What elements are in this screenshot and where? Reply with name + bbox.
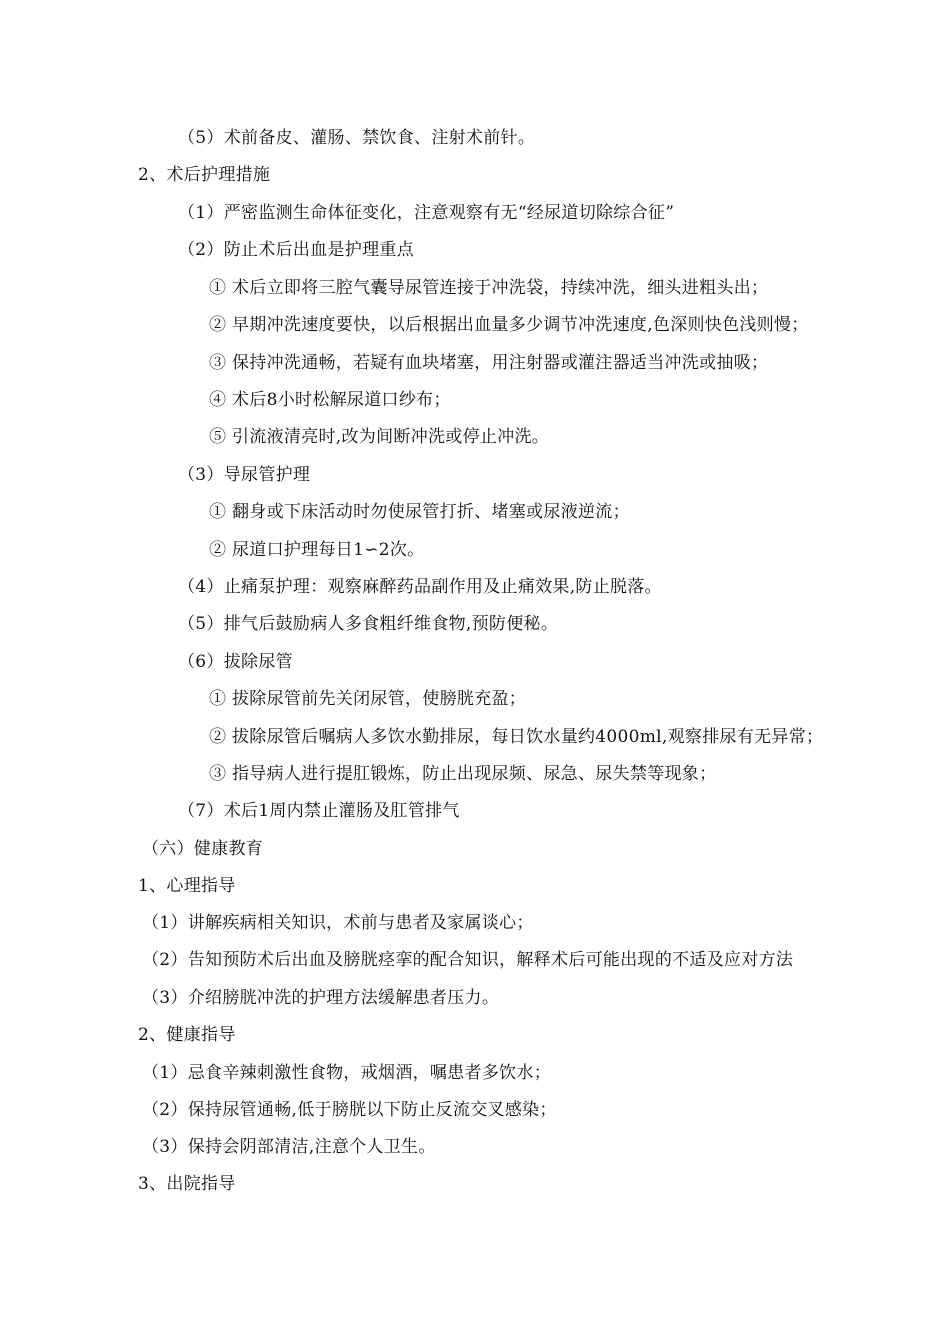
- text-line: （3）介绍膀胱冲洗的护理方法缓解患者压力。: [142, 988, 500, 1008]
- text-line: （2）防止术后出血是护理重点: [178, 240, 415, 260]
- text-line: （3）保持会阴部清洁,注意个人卫生。: [142, 1137, 436, 1157]
- section-heading: 3、出院指导: [138, 1174, 236, 1194]
- list-item: ③ 保持冲洗通畅，若疑有血块堵塞，用注射器或灌注器适当冲洗或抽吸；: [209, 353, 769, 373]
- text-line: （7）术后1周内禁止灌肠及肛管排气: [178, 801, 460, 821]
- text-line: （2）保持尿管通畅,低于膀胱以下防止反流交叉感染；: [142, 1100, 557, 1120]
- text-line: （4）止痛泵护理：观察麻醉药品副作用及止痛效果,防止脱落。: [178, 577, 662, 597]
- list-item: ② 尿道口护理每日1∽2次。: [209, 540, 425, 560]
- text-line: （2）告知预防术后出血及膀胱痉挛的配合知识，解释术后可能出现的不适及应对方法: [142, 950, 794, 970]
- text-line: （5）术前备皮、灌肠、禁饮食、注射术前针。: [178, 128, 536, 148]
- list-item: ② 拔除尿管后嘱病人多饮水勤排尿，每日饮水量约4000ml,观察排尿有无异常；: [209, 727, 824, 747]
- section-heading: 2、健康指导: [138, 1025, 236, 1045]
- text-line: （1）严密监测生命体征变化，注意观察有无“经尿道切除综合征”: [178, 203, 675, 223]
- section-heading: 1、心理指导: [138, 876, 236, 896]
- text-line: （5）排气后鼓励病人多食粗纤维食物,预防便秘。: [178, 614, 559, 634]
- section-heading: 2、术后护理措施: [138, 165, 271, 185]
- text-line: （1）忌食辛辣刺激性食物，戒烟酒，嘱患者多饮水；: [142, 1063, 552, 1083]
- list-item: ① 术后立即将三腔气囊导尿管连接于冲洗袋，持续冲洗，细头进粗头出；: [209, 278, 769, 298]
- text-line: （6）拔除尿管: [178, 652, 293, 672]
- text-line: （3）导尿管护理: [178, 465, 311, 485]
- list-item: ① 翻身或下床活动时勿使尿管打折、堵塞或尿液逆流；: [209, 502, 630, 522]
- list-item: ② 早期冲洗速度要快，以后根据出血量多少调节冲洗速度,色深则快色浅则慢；: [209, 315, 809, 335]
- chapter-heading: （六）健康教育: [142, 839, 264, 859]
- text-line: （1）讲解疾病相关知识，术前与患者及家属谈心；: [142, 913, 534, 933]
- list-item: ⑤ 引流液清亮时,改为间断冲洗或停止冲洗。: [209, 427, 550, 447]
- list-item: ③ 指导病人进行提肛锻炼，防止出现尿频、尿急、尿失禁等现象；: [209, 764, 717, 784]
- list-item: ① 拔除尿管前先关闭尿管，使膀胱充盈；: [209, 689, 527, 709]
- list-item: ④ 术后8小时松解尿道口纱布；: [209, 390, 451, 410]
